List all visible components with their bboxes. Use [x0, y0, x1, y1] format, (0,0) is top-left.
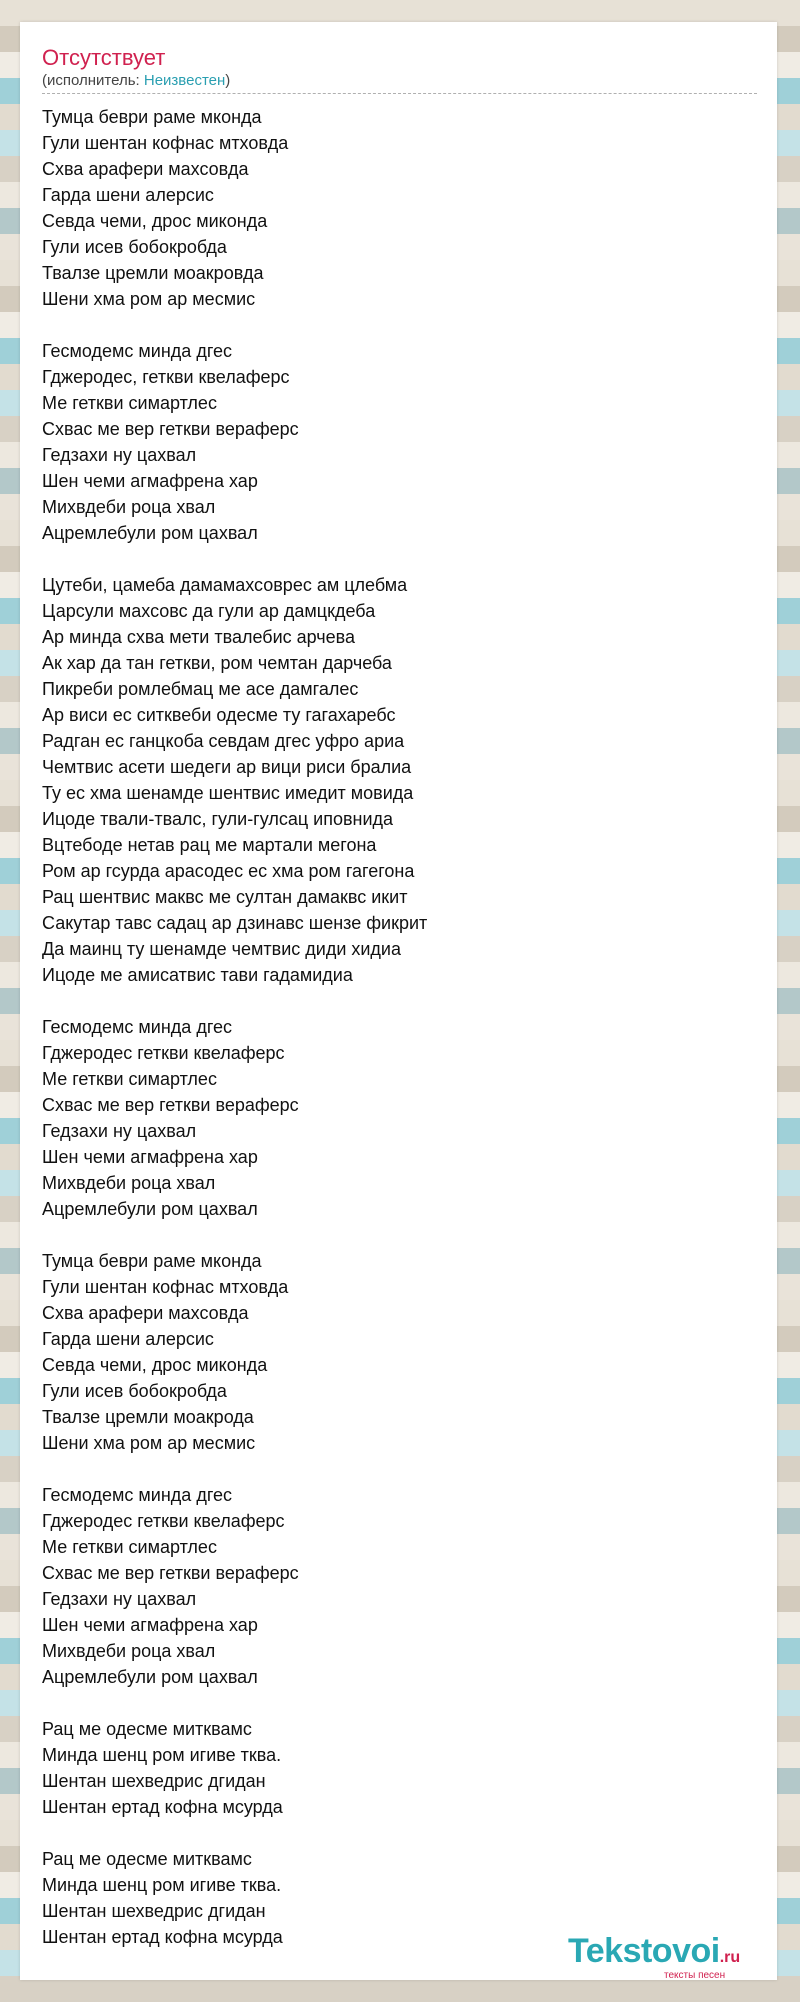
logo-tagline: тексты песен [664, 1970, 726, 1981]
lyric-line: Ацремлебули ром цахвал [42, 523, 258, 543]
lyric-line: Гедзахи ну цахвал [42, 1121, 197, 1141]
lyric-line: Радган ес ганцкоба севдам дгес уфро ариа [42, 731, 405, 751]
lyric-line: Рац шентвис маквс ме султан дамаквс икит [42, 887, 408, 907]
lyric-line: Гесмодемс минда дгес [42, 341, 233, 361]
lyric-line: Шен чеми агмафрена хар [42, 1147, 258, 1167]
lyric-line: Сакутар тавс садац ар дзинавс шензе фикрит [42, 913, 428, 933]
lyric-line: Севда чеми, дрос миконда [42, 211, 268, 231]
lyric-line: Схвас ме вер геткви вераферс [42, 1095, 299, 1115]
lyric-line: Ар виси ес ситквеби одесме ту гагахаребс [42, 705, 396, 725]
song-title: Отсутствует [42, 45, 166, 70]
lyric-line: Гедзахи ну цахвал [42, 445, 197, 465]
lyric-line: Шени хма ром ар месмис [42, 1433, 256, 1453]
lyric-line: Севда чеми, дрос миконда [42, 1355, 268, 1375]
lyric-line: Твалзе цремли моакровда [42, 263, 264, 283]
stanza [42, 1482, 757, 1690]
lyric-line: Схвас ме вер геткви вераферс [42, 1563, 299, 1583]
lyric-line: Гджеродес геткви квелаферс [42, 1511, 285, 1531]
lyric-line: Ицоде твали-твалс, гули-гулсац иповнида [42, 809, 394, 829]
lyric-line: Пикреби ромлебмац ме асе дамгалес [42, 679, 359, 699]
lyrics-card [20, 22, 777, 1980]
logo-name: Tekstovoi [568, 1932, 720, 1970]
stanza [42, 1248, 757, 1456]
lyric-line: Гджеродес геткви квелаферс [42, 1043, 285, 1063]
lyric-line: Цутеби, цамеба дамамахсоврес ам цлебма [42, 575, 408, 595]
lyric-line: Тумца беври раме мконда [42, 1251, 262, 1271]
lyric-line: Рац ме одесме митквамс [42, 1849, 252, 1869]
lyric-line: Да маинц ту шенамде чемтвис диди хидиа [42, 939, 401, 959]
lyric-line: Ацремлебули ром цахвал [42, 1667, 258, 1687]
lyric-line: Царсули махсовс да гули ар дамцкдеба [42, 601, 376, 621]
lyric-line: Твалзе цремли моакрода [42, 1407, 254, 1427]
lyric-line: Ме геткви симартлес [42, 1537, 217, 1557]
stanza [42, 572, 757, 988]
lyric-line: Ме геткви симартлес [42, 1069, 217, 1089]
lyric-line: Ацремлебули ром цахвал [42, 1199, 258, 1219]
lyric-line: Гедзахи ну цахвал [42, 1589, 197, 1609]
lyric-line: Минда шенц ром игиве тква. [42, 1745, 282, 1765]
artist-prefix: (исполнитель: [42, 72, 144, 89]
artist-suffix: ) [225, 72, 231, 89]
lyric-line: Шен чеми агмафрена хар [42, 1615, 258, 1635]
lyric-line: Ром ар гсурда арасодес ес хма ром гагегона [42, 861, 415, 881]
lyric-line: Гарда шени алерсис [42, 185, 214, 205]
lyric-line: Ту ес хма шенамде шентвис имедит мовида [42, 783, 414, 803]
lyric-line: Шентан шехведрис дгидан [42, 1901, 266, 1921]
lyric-line: Гули шентан кофнас мтховда [42, 1277, 289, 1297]
stanza [42, 1014, 757, 1222]
lyric-line: Гесмодемс минда дгес [42, 1017, 233, 1037]
artist-line [42, 72, 230, 90]
lyric-line: Гули шентан кофнас мтховда [42, 133, 289, 153]
lyric-line: Гесмодемс минда дгес [42, 1485, 233, 1505]
lyric-line: Ицоде ме амисатвис тави гадамидиа [42, 965, 353, 985]
lyric-line: Шен чеми агмафрена хар [42, 471, 258, 491]
lyric-line: Гули исев бобокробда [42, 1381, 227, 1401]
lyric-line: Ак хар да тан геткви, ром чемтан дарчеба [42, 653, 392, 673]
lyric-line: Михвдеби роца хвал [42, 1641, 216, 1661]
lyric-line: Гули исев бобокробда [42, 237, 227, 257]
lyric-line: Михвдеби роца хвал [42, 497, 216, 517]
lyric-line: Шентан шехведрис дгидан [42, 1771, 266, 1791]
lyric-line: Гарда шени алерсис [42, 1329, 214, 1349]
site-logo[interactable] [568, 1932, 768, 1981]
lyric-line: Шентан ертад кофна мсурда [42, 1797, 283, 1817]
logo-tld: .ru [719, 1949, 741, 1966]
lyric-line: Схва арафери махсовда [42, 159, 249, 179]
lyric-line: Шени хма ром ар месмис [42, 289, 256, 309]
lyric-line: Схва арафери махсовда [42, 1303, 249, 1323]
lyric-line: Минда шенц ром игиве тква. [42, 1875, 282, 1895]
lyric-line: Тумца беври раме мконда [42, 107, 262, 127]
lyric-line: Чемтвис асети шедеги ар вици риси бралиа [42, 757, 412, 777]
lyric-line: Михвдеби роца хвал [42, 1173, 216, 1193]
lyric-line: Ар минда схва мети твалебис арчева [42, 627, 356, 647]
stanza [42, 338, 757, 546]
artist-link[interactable]: Неизвестен [143, 72, 226, 89]
stanza [42, 1716, 757, 1820]
lyric-line: Рац ме одесме митквамс [42, 1719, 252, 1739]
lyric-line: Гджеродес, геткви квелаферс [42, 367, 290, 387]
lyrics-text [42, 104, 757, 1976]
lyric-line: Шентан ертад кофна мсурда [42, 1927, 283, 1947]
lyric-line: Ме геткви симартлес [42, 393, 217, 413]
lyric-line: Вцтебоде нетав рац ме мартали мегона [42, 835, 377, 855]
title-divider [42, 93, 757, 94]
lyric-line: Схвас ме вер геткви вераферс [42, 419, 299, 439]
stanza [42, 104, 757, 312]
